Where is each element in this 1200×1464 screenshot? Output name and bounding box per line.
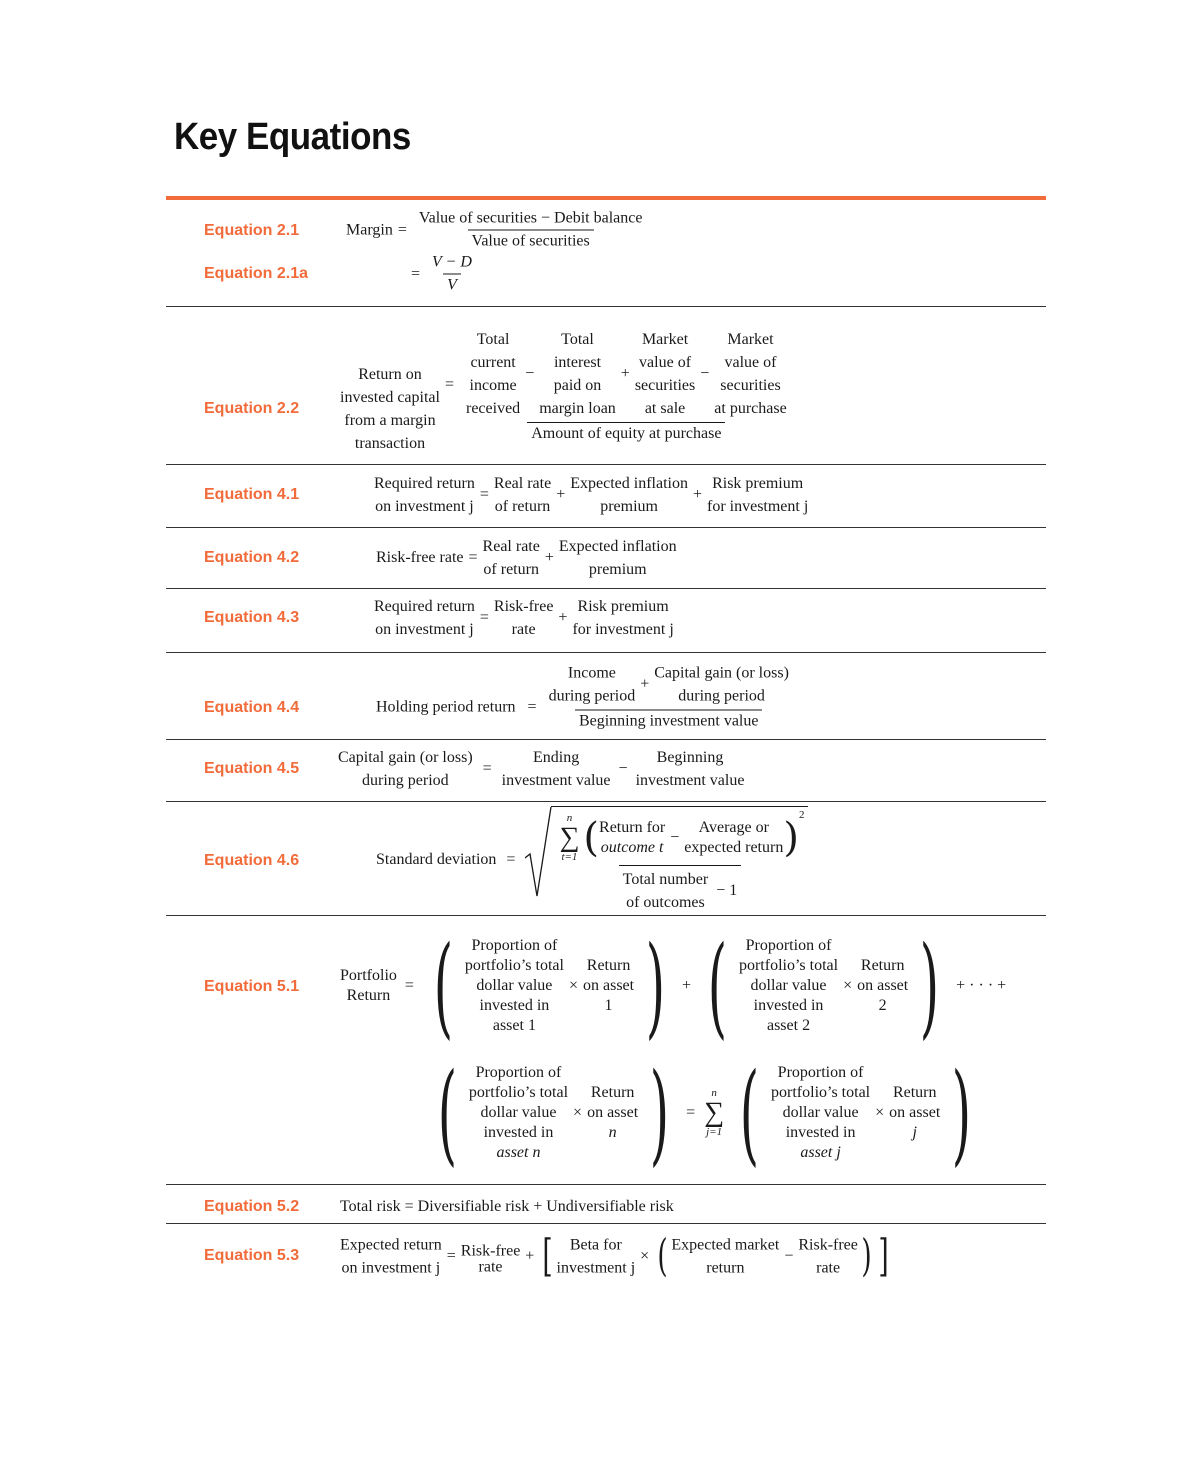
equation-label: Equation 4.1 [204,486,300,503]
term-total-current-income: Total current income received [466,330,521,417]
expected-return-term: Average or expected return [684,819,784,856]
right-paren-icon: ) [645,922,666,1050]
numerator: V − D [432,253,472,271]
top-rule [166,196,1046,200]
row-divider [166,1223,1046,1224]
equation-label: Equation 4.4 [204,699,300,716]
equation-label: Equation 2.2 [204,400,300,417]
times-sign: × [573,1104,583,1121]
times-sign: × [843,977,853,994]
denominator: Value of securities [468,230,594,251]
equals-sign: = [411,265,421,282]
right-paren-icon: ) [920,922,940,1050]
equals-sign: = [527,698,537,715]
plus-sign: + [620,364,630,382]
equation-4-1 [374,472,808,518]
equation-label: Equation 2.1a [204,265,309,282]
equals-sign: = [446,1247,456,1264]
plus-sign: + [544,549,554,566]
row-divider [166,739,1046,740]
times-sign: × [568,977,578,994]
plus-sign: + [556,486,566,503]
capital-gain-term: Capital gain (or loss) during period [654,664,789,705]
plus-sign: + [525,1247,535,1264]
row-divider [166,801,1046,802]
equation-4-4 [376,662,796,731]
numerator: Value of securities − Debit balance [418,209,643,227]
equation-4-2 [376,535,677,581]
left-paren-icon: ( [433,922,454,1050]
equation-label: Equation 4.3 [204,609,300,626]
right-paren-icon: ) [649,1049,670,1177]
denominator [619,865,742,914]
minus-sign: − [700,364,710,382]
plus-sign: + [640,675,650,693]
return-asset-1-term: Return on asset 1 [582,957,635,1014]
lhs-text: Margin [346,221,393,238]
return-asset-2-term: Return on asset 2 [857,957,909,1014]
proportion-asset-2-term: Proportion of portfolio’s total dollar value invested in asset 2 [738,937,839,1034]
row-divider [166,464,1046,465]
required-return-term: Required return on investment j [374,475,475,515]
equation-5-3 [340,1231,892,1282]
equation-label: Equation 2.1 [204,222,300,239]
equation-label: Equation 5.3 [204,1247,300,1264]
times-sign: × [875,1104,885,1121]
equals-sign: = [479,486,489,503]
term-value-at-sale: Market value of securities at sale [634,330,696,417]
inflation-premium-term: Expected inflation premium [558,538,677,578]
times-sign: × [640,1247,650,1264]
equation-4-6 [376,806,808,914]
equation-2-2 [340,315,794,455]
beginning-value-term: Beginning investment value [635,749,745,789]
market-return-term: Expected market return [671,1236,780,1276]
beta-term: Beta for investment j [556,1236,636,1276]
left-bracket-icon: [ [542,1230,554,1282]
summation-sign: n ∑ j=1 [704,1087,725,1138]
right-paren-icon: ) [952,1049,972,1177]
proportion-asset-j-term: Proportion of portfolio’s total dollar value invested in asset j [771,1064,871,1161]
numerator [462,328,791,422]
term-total-interest: Total interest paid on margin loan [539,330,616,417]
equals-sign: = [404,977,414,994]
radical-sign-icon [525,806,553,898]
equation-4-5 [338,746,744,792]
proportion-asset-n-term: Proportion of portfolio’s total dollar value invested in asset n [468,1064,569,1161]
fraction [415,210,647,251]
left-paren-icon: ( [739,1049,760,1177]
row-divider [166,527,1046,528]
ellipsis: + · · · + [956,977,1007,994]
exponent: 2 [798,809,805,821]
return-asset-n-term: Return on asset n [587,1084,639,1141]
equation-label: Equation 4.6 [204,852,300,869]
lhs-text: Return on invested capital from a margin transaction [340,366,440,452]
row-divider [166,915,1046,916]
row-divider [166,652,1046,653]
minus-sign: − [784,1247,794,1264]
row-divider [166,306,1046,307]
equation-text: Total risk = Diversifiable risk + Undiversifiable risk [340,1198,674,1215]
risk-premium-term: Risk premium for investment j [572,598,674,638]
row-divider [166,1184,1046,1185]
equals-sign: = [479,609,489,626]
real-rate-term: Real rate of return [482,538,540,578]
minus-sign: − [525,364,535,382]
equals-sign: = [444,376,454,393]
equation-4-3 [374,595,674,641]
denominator: Amount of equity at purchase [527,422,725,443]
left-paren-icon: ( [437,1049,458,1177]
denominator: Beginning investment value [575,710,763,731]
summation-sign: n ∑ t=1 [559,812,580,863]
numerator [545,662,793,710]
equals-sign: = [397,221,407,238]
required-return-term: Required return on investment j [374,598,475,638]
term-value-at-purchase: Market value of securities at purchase [714,330,787,417]
equals-sign: = [686,1104,696,1121]
equation-label: Equation 5.1 [204,978,300,995]
inflation-premium-term: Expected inflation premium [570,475,688,515]
equals-sign: = [468,549,478,566]
fraction [545,662,793,731]
equation-label: Equation 4.2 [204,549,300,566]
risk-premium-term: Risk premium for investment j [706,475,809,515]
right-paren-icon: ) [783,815,799,861]
minus-sign: − [670,829,680,846]
expected-return-term: Expected return on investment j [340,1236,442,1276]
minus-one: − 1 [716,882,738,899]
left-paren-icon: ( [583,815,600,861]
income-term: Income during period [548,664,636,705]
risk-free-term: Risk-free rate [460,1242,521,1275]
square-root [525,806,808,914]
ending-value-term: Ending investment value [501,749,611,789]
equation-5-1-line-1 [340,922,1011,1050]
equation-label: Equation 4.5 [204,760,300,777]
plus-sign: + [682,977,692,994]
equation-2-1 [346,210,649,251]
equation-label: Equation 5.2 [204,1198,300,1215]
risk-free-term: Risk-free rate [493,598,554,638]
left-paren-icon: ( [707,922,728,1050]
lhs-text: Portfolio Return [340,967,397,1004]
capital-gain-term: Capital gain (or loss) during period [338,749,473,789]
page-title: Key Equations [174,116,411,158]
plus-sign: + [692,486,702,503]
fraction [428,254,476,295]
total-outcomes-term: Total number of outcomes [622,871,709,911]
proportion-asset-1-term: Proportion of portfolio’s total dollar value invested in asset 1 [464,937,564,1034]
equals-sign: = [482,760,492,777]
lhs-text: Risk-free rate [376,549,464,566]
equation-2-1a [406,254,479,295]
equals-sign: = [506,851,516,868]
row-divider [166,588,1046,589]
equation-5-1-line-2 [426,1049,983,1177]
radicand [551,806,808,914]
minus-sign: − [618,760,628,777]
left-paren-icon: ( [657,1230,668,1282]
equation-5-2 [340,1198,674,1216]
return-for-outcome-term: Return for outcome t [599,819,666,856]
risk-free-term: Risk-free rate [798,1236,858,1276]
right-bracket-icon: ] [878,1230,889,1282]
fraction [462,328,791,443]
denominator: V [443,274,461,295]
right-paren-icon: ) [861,1230,872,1282]
return-asset-j-term: Return on asset j [889,1084,941,1141]
lhs-text: Standard deviation [376,851,497,868]
lhs-text: Holding period return [376,698,516,715]
real-rate-term: Real rate of return [493,475,552,515]
plus-sign: + [558,609,568,626]
numerator [551,809,808,865]
